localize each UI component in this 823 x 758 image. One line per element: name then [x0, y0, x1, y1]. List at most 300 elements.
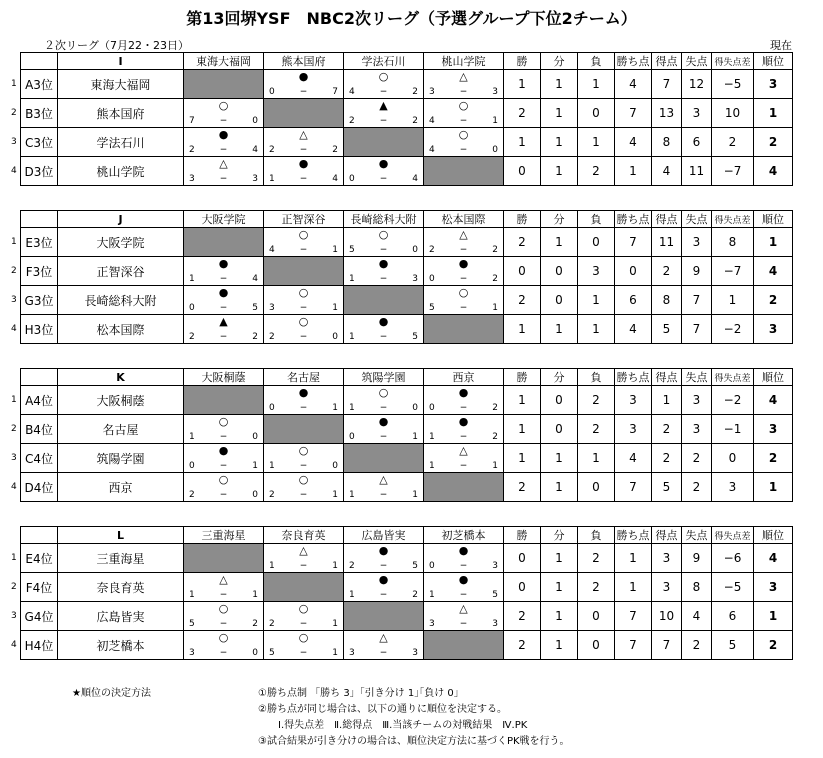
- stat-value: −7: [712, 157, 754, 186]
- match-score: [184, 619, 263, 629]
- result-symbol: ●: [458, 257, 469, 270]
- seed-label: B4位: [21, 415, 58, 444]
- stat-value: 2: [682, 631, 712, 660]
- score-dash: −: [459, 245, 468, 255]
- score-for: 0: [189, 461, 195, 471]
- team-name: 大阪学院: [58, 228, 184, 257]
- score-against: 2: [492, 403, 498, 413]
- seed-label: C4位: [21, 444, 58, 473]
- row-number: 3: [11, 611, 17, 621]
- match-score: [184, 461, 263, 471]
- stat-value: 7: [652, 631, 682, 660]
- score-against: 3: [492, 619, 498, 629]
- match-result: [424, 70, 504, 99]
- result-symbol: ●: [378, 544, 389, 557]
- stat-value: 1: [541, 544, 578, 573]
- stat-header: 順位: [754, 53, 793, 70]
- score-against: 1: [412, 432, 418, 442]
- score-against: 3: [492, 87, 498, 97]
- match-score: [344, 116, 423, 126]
- match-result: [344, 70, 424, 99]
- score-against: 3: [412, 648, 418, 658]
- result-symbol: ○: [218, 473, 229, 486]
- seed-label: A3位: [21, 70, 58, 99]
- score-dash: −: [379, 648, 388, 658]
- team-name: 東海大福岡: [58, 70, 184, 99]
- stat-header: 勝ち点: [615, 527, 652, 544]
- stat-header: 勝: [504, 211, 541, 228]
- stat-header: 得失点差: [712, 369, 754, 386]
- team-name: 松本国際: [58, 315, 184, 344]
- stat-value: −2: [712, 315, 754, 344]
- score-against: 3: [492, 561, 498, 571]
- team-name: 学法石川: [58, 128, 184, 157]
- score-for: 5: [269, 648, 275, 658]
- result-symbol: ○: [298, 444, 309, 457]
- stat-value: 9: [682, 257, 712, 286]
- stat-value: 3: [682, 99, 712, 128]
- stat-value: 4: [615, 315, 652, 344]
- match-score: [184, 274, 263, 284]
- self-match-cell: [424, 631, 504, 660]
- match-result: [264, 386, 344, 415]
- result-symbol: ○: [298, 473, 309, 486]
- score-against: 2: [412, 116, 418, 126]
- stat-value: 5: [652, 473, 682, 502]
- stat-value: 1: [615, 157, 652, 186]
- league-schedule: ２次リーグ（7月22・23日）: [44, 39, 189, 52]
- row-number: 3: [11, 295, 17, 305]
- stat-value: 1: [504, 386, 541, 415]
- score-against: 2: [492, 432, 498, 442]
- score-for: 1: [189, 274, 195, 284]
- stat-value: 2: [504, 631, 541, 660]
- self-match-cell: [264, 99, 344, 128]
- score-dash: −: [299, 619, 308, 629]
- rank-value: 4: [754, 157, 793, 186]
- opponent-header: 広島皆実: [344, 527, 424, 544]
- match-score: [184, 648, 263, 658]
- stat-header: 得点: [652, 53, 682, 70]
- notes-line-1: ①勝ち点制 「勝ち 3」｢引き分け 1｣｢負け 0｣: [258, 688, 459, 699]
- match-result: [184, 473, 264, 502]
- stat-value: 1: [541, 157, 578, 186]
- score-against: 0: [252, 648, 258, 658]
- stat-header: 得点: [652, 211, 682, 228]
- stat-value: 2: [504, 473, 541, 502]
- result-symbol: ○: [298, 631, 309, 644]
- stat-value: 3: [682, 228, 712, 257]
- match-score: [184, 145, 263, 155]
- seed-label: D4位: [21, 473, 58, 502]
- stat-value: 1: [541, 444, 578, 473]
- table-row: [21, 257, 793, 286]
- table-row: [21, 228, 793, 257]
- seed-label: D3位: [21, 157, 58, 186]
- stat-value: −7: [712, 257, 754, 286]
- stat-value: 5: [712, 631, 754, 660]
- score-against: 5: [412, 332, 418, 342]
- stat-value: 1: [541, 228, 578, 257]
- score-for: 3: [189, 174, 195, 184]
- score-for: 0: [269, 87, 275, 97]
- stat-value: 1: [615, 544, 652, 573]
- match-score: [264, 461, 343, 471]
- score-against: 1: [412, 490, 418, 500]
- stat-value: 1: [504, 128, 541, 157]
- team-name: 名古屋: [58, 415, 184, 444]
- result-symbol: ▲: [219, 315, 228, 328]
- self-match-cell: [344, 444, 424, 473]
- table-row: [21, 70, 793, 99]
- match-result: [344, 315, 424, 344]
- score-against: 1: [332, 561, 338, 571]
- score-against: 1: [492, 116, 498, 126]
- score-dash: −: [299, 87, 308, 97]
- match-score: [264, 174, 343, 184]
- group-name: J: [58, 211, 184, 228]
- match-result: [344, 386, 424, 415]
- stat-header: 勝ち点: [615, 211, 652, 228]
- match-result: [184, 631, 264, 660]
- self-match-cell: [424, 473, 504, 502]
- opponent-header: 正智深谷: [264, 211, 344, 228]
- stat-value: 8: [682, 573, 712, 602]
- score-for: 4: [429, 116, 435, 126]
- notes-line-4: ③試合結果が引き分けの場合は、順位決定方法に基づくPK戦を行う。: [258, 736, 570, 747]
- group-name: Ⅰ: [58, 53, 184, 70]
- score-against: 0: [252, 116, 258, 126]
- score-for: 2: [189, 145, 195, 155]
- stat-value: 0: [504, 157, 541, 186]
- result-symbol: △: [299, 128, 308, 141]
- score-for: 3: [269, 303, 275, 313]
- score-against: 2: [252, 332, 258, 342]
- score-against: 1: [332, 303, 338, 313]
- match-result: [184, 602, 264, 631]
- stat-value: 1: [541, 70, 578, 99]
- opponent-header: 大阪桐蔭: [184, 369, 264, 386]
- match-score: [264, 619, 343, 629]
- match-result: [184, 415, 264, 444]
- score-for: 2: [189, 332, 195, 342]
- match-result: [344, 99, 424, 128]
- opponent-header: 奈良育英: [264, 527, 344, 544]
- team-name: 奈良育英: [58, 573, 184, 602]
- score-against: 4: [252, 274, 258, 284]
- self-match-cell: [264, 573, 344, 602]
- stat-value: 1: [578, 315, 615, 344]
- score-for: 3: [349, 648, 355, 658]
- result-symbol: ○: [378, 70, 389, 83]
- match-score: [344, 403, 423, 413]
- score-against: 2: [412, 87, 418, 97]
- score-against: 2: [332, 145, 338, 155]
- match-result: [264, 70, 344, 99]
- stat-header: 分: [541, 527, 578, 544]
- team-name: 正智深谷: [58, 257, 184, 286]
- match-result: [264, 544, 344, 573]
- score-dash: −: [299, 648, 308, 658]
- stat-value: 10: [652, 602, 682, 631]
- score-dash: −: [459, 561, 468, 571]
- score-against: 1: [492, 303, 498, 313]
- self-match-cell: [184, 544, 264, 573]
- match-result: [424, 386, 504, 415]
- stat-value: 4: [615, 444, 652, 473]
- stat-value: 11: [652, 228, 682, 257]
- stat-value: 2: [682, 444, 712, 473]
- stat-value: 1: [541, 128, 578, 157]
- match-score: [184, 432, 263, 442]
- seed-label: G4位: [21, 602, 58, 631]
- match-score: [184, 590, 263, 600]
- match-score: [344, 590, 423, 600]
- score-against: 4: [252, 145, 258, 155]
- seed-label: E4位: [21, 544, 58, 573]
- stat-value: 8: [652, 286, 682, 315]
- stat-value: 1: [504, 70, 541, 99]
- match-score: [424, 403, 503, 413]
- stat-value: 2: [652, 415, 682, 444]
- stat-header: 分: [541, 211, 578, 228]
- stat-value: 5: [652, 315, 682, 344]
- stat-value: 8: [652, 128, 682, 157]
- self-match-cell: [264, 415, 344, 444]
- score-for: 4: [349, 87, 355, 97]
- rank-value: 1: [754, 228, 793, 257]
- score-for: 4: [269, 245, 275, 255]
- stat-header: 順位: [754, 527, 793, 544]
- corner-cell: [21, 53, 58, 70]
- match-score: [264, 245, 343, 255]
- rank-value: 4: [754, 544, 793, 573]
- stat-value: 1: [712, 286, 754, 315]
- result-symbol: ●: [458, 415, 469, 428]
- result-symbol: ●: [458, 386, 469, 399]
- corner-cell: [21, 369, 58, 386]
- match-score: [344, 561, 423, 571]
- match-result: [424, 602, 504, 631]
- result-symbol: ○: [458, 99, 469, 112]
- score-against: 4: [412, 174, 418, 184]
- team-name: 西京: [58, 473, 184, 502]
- stat-value: 3: [682, 386, 712, 415]
- stat-header: 勝ち点: [615, 53, 652, 70]
- score-dash: −: [219, 174, 228, 184]
- score-dash: −: [459, 87, 468, 97]
- match-score: [424, 116, 503, 126]
- row-number: 1: [11, 79, 17, 89]
- match-score: [424, 145, 503, 155]
- stat-header: 負: [578, 527, 615, 544]
- stat-value: 1: [541, 315, 578, 344]
- row-number: 1: [11, 553, 17, 563]
- score-dash: −: [299, 332, 308, 342]
- page-title: 第13回堺YSF NBC2次リーグ（予選グループ下位2チーム）: [186, 9, 637, 28]
- match-result: [184, 128, 264, 157]
- stat-value: 1: [541, 573, 578, 602]
- stat-value: 0: [578, 602, 615, 631]
- table-row: [21, 286, 793, 315]
- rank-value: 4: [754, 257, 793, 286]
- result-symbol: ●: [298, 386, 309, 399]
- score-dash: −: [459, 619, 468, 629]
- match-result: [424, 228, 504, 257]
- score-for: 2: [269, 619, 275, 629]
- stat-value: 1: [541, 99, 578, 128]
- stat-value: 7: [615, 99, 652, 128]
- rank-value: 3: [754, 315, 793, 344]
- match-result: [344, 573, 424, 602]
- rank-value: 2: [754, 631, 793, 660]
- stat-value: 7: [615, 228, 652, 257]
- stat-value: 2: [504, 602, 541, 631]
- table-row: [21, 386, 793, 415]
- opponent-header: 西京: [424, 369, 504, 386]
- score-against: 2: [252, 619, 258, 629]
- stat-header: 負: [578, 53, 615, 70]
- match-score: [184, 332, 263, 342]
- score-against: 1: [332, 245, 338, 255]
- score-against: 7: [332, 87, 338, 97]
- notes-heading: ★順位の決定方法: [72, 688, 151, 699]
- match-result: [264, 286, 344, 315]
- score-against: 1: [332, 648, 338, 658]
- score-dash: −: [459, 590, 468, 600]
- stat-header: 負: [578, 211, 615, 228]
- row-number: 4: [11, 324, 17, 334]
- match-score: [264, 561, 343, 571]
- score-against: 5: [252, 303, 258, 313]
- stat-value: 1: [615, 573, 652, 602]
- self-match-cell: [184, 70, 264, 99]
- stat-value: 0: [541, 286, 578, 315]
- score-for: 0: [269, 403, 275, 413]
- stat-value: 0: [541, 415, 578, 444]
- score-for: 1: [429, 432, 435, 442]
- result-symbol: ○: [378, 386, 389, 399]
- table-row: [21, 444, 793, 473]
- row-number: 4: [11, 640, 17, 650]
- score-dash: −: [379, 590, 388, 600]
- stat-value: 1: [541, 631, 578, 660]
- seed-label: E3位: [21, 228, 58, 257]
- match-result: [184, 99, 264, 128]
- score-for: 3: [189, 648, 195, 658]
- score-dash: −: [459, 432, 468, 442]
- seed-label: B3位: [21, 99, 58, 128]
- group-name: K: [58, 369, 184, 386]
- match-result: [424, 99, 504, 128]
- match-result: [264, 157, 344, 186]
- score-against: 5: [412, 561, 418, 571]
- score-dash: −: [459, 145, 468, 155]
- stat-value: 3: [712, 473, 754, 502]
- stat-value: 2: [578, 386, 615, 415]
- row-number: 2: [11, 582, 17, 592]
- match-result: [344, 228, 424, 257]
- result-symbol: ○: [298, 602, 309, 615]
- row-number: 2: [11, 266, 17, 276]
- score-for: 1: [429, 590, 435, 600]
- team-name: 筑陽学園: [58, 444, 184, 473]
- rank-value: 2: [754, 128, 793, 157]
- rank-value: 4: [754, 386, 793, 415]
- table-row: [21, 128, 793, 157]
- stat-value: 3: [578, 257, 615, 286]
- stat-value: 2: [652, 257, 682, 286]
- match-score: [424, 245, 503, 255]
- score-dash: −: [299, 403, 308, 413]
- match-result: [184, 315, 264, 344]
- match-result: [424, 257, 504, 286]
- stat-value: 3: [652, 544, 682, 573]
- score-against: 1: [252, 590, 258, 600]
- rank-value: 2: [754, 444, 793, 473]
- score-dash: −: [299, 245, 308, 255]
- score-dash: −: [219, 116, 228, 126]
- row-number: 2: [11, 108, 17, 118]
- stat-value: 7: [615, 473, 652, 502]
- match-score: [344, 174, 423, 184]
- match-score: [344, 87, 423, 97]
- stat-value: 2: [578, 415, 615, 444]
- score-for: 2: [189, 490, 195, 500]
- stat-value: 0: [504, 573, 541, 602]
- self-match-cell: [424, 315, 504, 344]
- result-symbol: ●: [378, 315, 389, 328]
- match-score: [344, 490, 423, 500]
- result-symbol: ●: [218, 286, 229, 299]
- score-against: 2: [492, 274, 498, 284]
- self-match-cell: [344, 286, 424, 315]
- score-for: 2: [429, 245, 435, 255]
- score-dash: −: [379, 245, 388, 255]
- stat-value: 1: [652, 386, 682, 415]
- stat-value: 2: [652, 444, 682, 473]
- score-dash: −: [459, 116, 468, 126]
- stat-value: 4: [652, 157, 682, 186]
- stat-header: 勝ち点: [615, 369, 652, 386]
- score-against: 1: [332, 490, 338, 500]
- stat-value: −1: [712, 415, 754, 444]
- stat-value: 0: [541, 386, 578, 415]
- score-for: 1: [189, 432, 195, 442]
- table-row: [21, 415, 793, 444]
- current-label: 現在: [770, 39, 792, 52]
- match-score: [424, 303, 503, 313]
- score-dash: −: [219, 490, 228, 500]
- row-number: 4: [11, 166, 17, 176]
- table-row: [21, 99, 793, 128]
- opponent-header: 三重海星: [184, 527, 264, 544]
- score-against: 0: [412, 403, 418, 413]
- score-for: 1: [349, 490, 355, 500]
- stat-value: 1: [578, 70, 615, 99]
- stat-value: 3: [682, 415, 712, 444]
- match-score: [344, 648, 423, 658]
- result-symbol: ●: [298, 70, 309, 83]
- team-name: 桃山学院: [58, 157, 184, 186]
- match-result: [264, 602, 344, 631]
- match-score: [424, 87, 503, 97]
- rank-value: 1: [754, 99, 793, 128]
- score-for: 3: [429, 87, 435, 97]
- stat-value: 2: [578, 544, 615, 573]
- score-dash: −: [219, 461, 228, 471]
- rank-value: 1: [754, 473, 793, 502]
